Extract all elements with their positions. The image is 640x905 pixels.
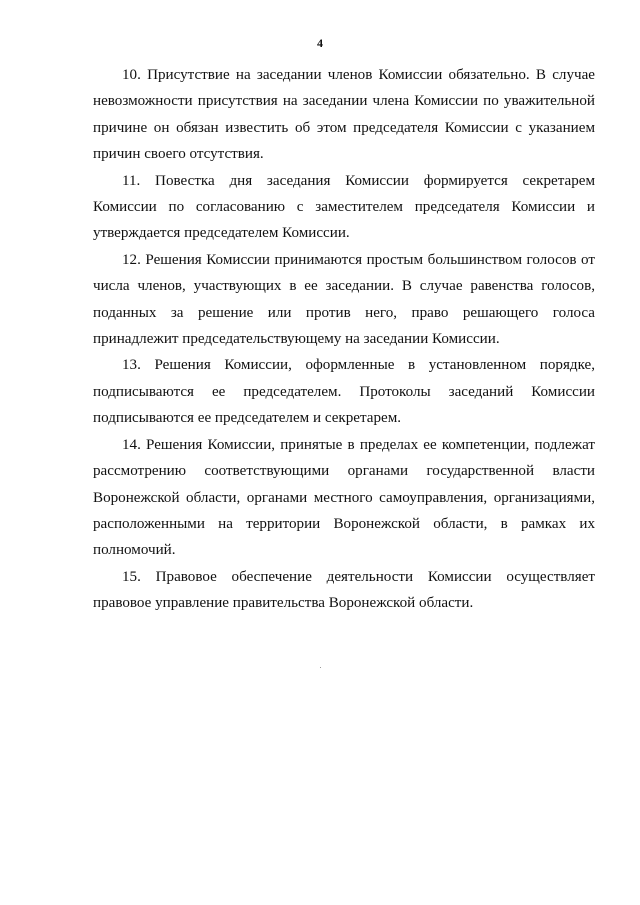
paragraph-12: 12. Решения Комиссии принимаются простым большинством голосов от числа членов, участвующих в ее заседании. В случае равенства голосов, поданных за решение или против него, право решающего голоса принадлежит председательствующему на заседании Комиссии. [93,251,595,348]
scan-artifact [320,667,321,668]
paragraph-13: 13. Решения Комиссии, оформленные в установленном порядке, подписываются ее председателем. Протоколы заседаний Комиссии подписываются ее председателем и секретарем. [93,357,595,427]
paragraph-11: 11. Повестка дня заседания Комиссии формируется секретарем Комиссии по согласованию с заместителем председателя Комиссии и утверждается председателем Комиссии. [93,172,595,242]
paragraph-15: 15. Правовое обеспечение деятельности Комиссии осуществляет правовое управление правительства Воронежской области. [93,568,595,612]
page-number: 4 [317,36,323,50]
document-body [93,62,595,617]
paragraph-10: 10. Присутствие на заседании членов Комиссии обязательно. В случае невозможности присутствия на заседании члена Комиссии по уважительной причине он обязан известить об этом председателя Комиссии с указанием причин своего отсутствия. [93,67,595,163]
paragraph-14: 14. Решения Комиссии, принятые в пределах ее компетенции, подлежат рассмотрению соответствующими органами государственной власти Воронежской области, органами местного самоуправления, организациями, расположенными на территории Воронежской области, в рамках их полномочий. [93,436,595,559]
